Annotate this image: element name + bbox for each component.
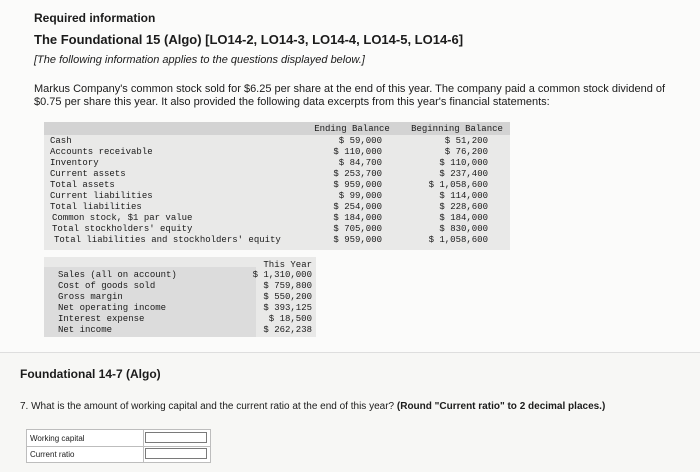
row-label: Current assets [50,169,126,179]
table-row [44,270,316,281]
ending-value: $ 110,000 [333,147,382,157]
row-label: Cost of goods sold [58,281,156,291]
beginning-value: $ 110,000 [439,158,488,168]
problem-title: The Foundational 15 (Algo) [LO14-2, LO14-3, LO14-4, LO14-5, LO14-6] [34,32,464,47]
beginning-value: $ 51,200 [444,136,488,146]
table-row [44,325,316,336]
table-row [44,292,316,303]
row-label: Net income [58,325,113,335]
question-section-title: Foundational 14-7 (Algo) [20,367,161,381]
required-information-heading: Required information [34,11,156,25]
ending-value: $ 959,000 [333,235,382,245]
question-text [20,401,605,412]
beginning-value: $ 114,000 [439,191,488,201]
row-label: Cash [50,136,72,146]
ending-value: $ 705,000 [333,224,382,234]
current-ratio-input[interactable] [145,448,207,459]
intro-paragraph: Markus Company's common stock sold for $6.25 per share at the end of this year. The company paid a common stock dividend of $0.75 per share this year. It also provided the following data excerpts from this year's financial statements: [34,83,666,108]
working-capital-label: Working capital [30,434,85,443]
beginning-value: $ 1,058,600 [428,180,488,190]
current-ratio-label: Current ratio [30,450,75,459]
beginning-value: $ 184,000 [439,213,488,223]
table-row [44,202,510,213]
beginning-value: $ 228,600 [439,202,488,212]
income-statement-table [44,257,316,337]
row-value: $ 393,125 [263,303,312,313]
table-row [44,147,510,158]
row-value: $ 262,238 [263,325,312,335]
row-label: Gross margin [58,292,123,302]
row-label: Inventory [50,158,99,168]
row-value: $ 759,800 [263,281,312,291]
table-row [44,281,316,292]
table-row [44,158,510,169]
table-row [44,314,316,325]
row-value: $ 550,200 [263,292,312,302]
table-row [44,235,510,246]
beginning-value: $ 237,400 [439,169,488,179]
rounding-instruction: (Round "Current ratio" to 2 decimal places.) [396,401,606,412]
answer-row-current-ratio [27,446,210,462]
row-label: Common stock, $1 par value [52,213,193,223]
row-value: $ 1,310,000 [252,270,312,280]
table-row [44,213,510,224]
row-label: Total assets [50,180,115,190]
table-row [44,169,510,180]
row-label: Total liabilities and stockholders' equity [54,235,281,245]
row-label: Current liabilities [50,191,153,201]
ending-value: $ 959,000 [333,180,382,190]
answer-table [26,429,211,463]
col-header-this-year: This Year [263,260,312,270]
beginning-value: $ 76,200 [444,147,488,157]
section-divider [0,352,700,353]
row-label: Interest expense [58,314,145,324]
answer-row-working-capital [27,430,210,447]
table-row [44,303,316,314]
question-prompt: 7. What is the amount of working capital and the current ratio at the end of this year? [20,401,395,412]
col-header-beginning-balance: Beginning Balance [411,124,503,134]
ending-value: $ 84,700 [338,158,382,168]
ending-value: $ 59,000 [338,136,382,146]
beginning-value: $ 830,000 [439,224,488,234]
row-label: Net operating income [58,303,167,313]
table-row [44,136,510,147]
ending-value: $ 253,700 [333,169,382,179]
beginning-value: $ 1,058,600 [428,235,488,245]
ending-value: $ 254,000 [333,202,382,212]
row-label: Total liabilities [50,202,142,212]
row-label: Sales (all on account) [58,270,177,280]
balance-sheet-table [44,122,510,250]
balance-table-header [44,122,510,135]
row-label: Accounts receivable [50,147,153,157]
col-header-ending-balance: Ending Balance [314,124,390,134]
table-row [44,191,510,202]
table-row [44,180,510,191]
ending-value: $ 99,000 [338,191,382,201]
row-label: Total stockholders' equity [52,224,193,234]
table-row [44,224,510,235]
applies-note: [The following information applies to the questions displayed below.] [34,54,365,66]
ending-value: $ 184,000 [333,213,382,223]
row-value: $ 18,500 [268,314,312,324]
working-capital-input[interactable] [145,432,207,443]
